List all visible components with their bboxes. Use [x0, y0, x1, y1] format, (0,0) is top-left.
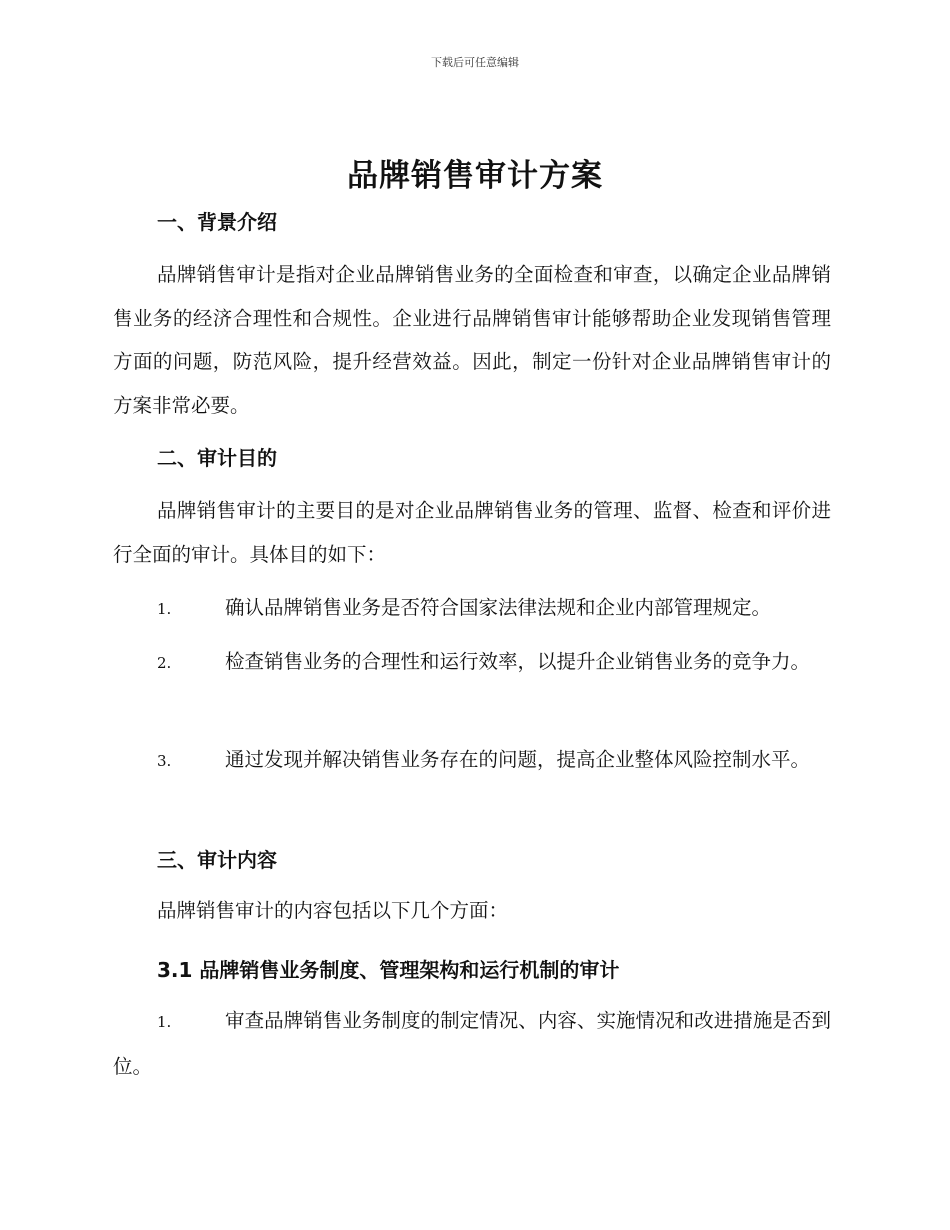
list-item-purpose-2	[113, 640, 831, 686]
list-item-purpose-3	[113, 738, 831, 784]
paragraph-background: 品牌销售审计是指对企业品牌销售业务的全面检查和审查，以确定企业品牌销售业务的经济合理性和合规性。企业进行品牌销售审计能够帮助企业发现销售管理方面的问题，防范风险，提升经营效益。因此，制定一份针对企业品牌销售审计的方案非常必要。	[113, 263, 831, 417]
list-item-purpose-1	[113, 586, 831, 632]
section-heading-purpose: 二、审计目的	[157, 446, 277, 470]
document-title: 品牌销售审计方案	[347, 158, 603, 194]
list-number: 1.	[157, 600, 172, 618]
header-note: 下载后可任意编辑	[431, 56, 519, 69]
paragraph-content: 品牌销售审计的内容包括以下几个方面：	[157, 899, 509, 922]
paragraph-purpose: 品牌销售审计的主要目的是对企业品牌销售业务的管理、监督、检查和评价进行全面的审计。具体目的如下：	[113, 499, 831, 566]
subsection-heading-3-1: 3.1 品牌销售业务制度、管理架构和运行机制的审计	[157, 958, 620, 982]
list-number: 2.	[157, 654, 172, 672]
list-text: 检查销售业务的合理性和运行效率，以提升企业销售业务的竞争力。	[225, 650, 811, 673]
section-heading-background: 一、背景介绍	[157, 210, 277, 234]
list-number: 1.	[157, 1013, 172, 1031]
section-heading-content: 三、审计内容	[157, 848, 277, 872]
list-text: 审查品牌销售业务制度的制定情况、内容、实施情况和改进措施是否到位。	[113, 1009, 831, 1078]
list-item-content-1	[113, 999, 831, 1088]
list-text: 确认品牌销售业务是否符合国家法律法规和企业内部管理规定。	[225, 596, 772, 619]
list-text: 通过发现并解决销售业务存在的问题，提高企业整体风险控制水平。	[225, 748, 811, 771]
list-number: 3.	[157, 752, 172, 770]
